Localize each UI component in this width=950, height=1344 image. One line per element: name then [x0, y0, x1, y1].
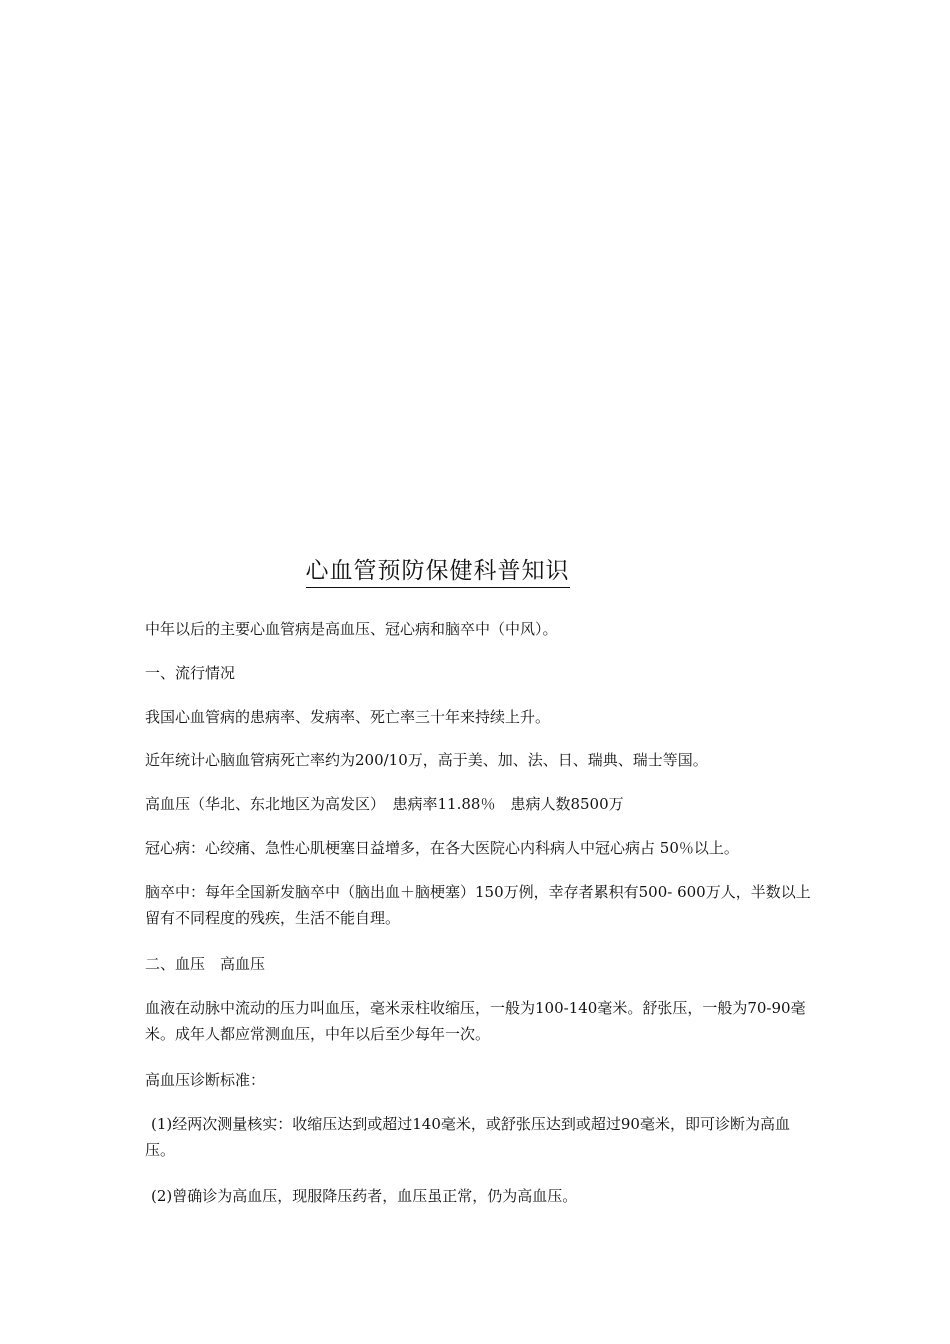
paragraph-mortality: 近年统计心脑血管病死亡率约为200/10万，高于美、加、法、日、瑞典、瑞士等国。: [145, 751, 708, 769]
paragraph-diagnosis-heading: 高血压诊断标准：: [145, 1071, 266, 1089]
paragraph-trend: 我国心血管病的患病率、发病率、死亡率三十年来持续上升。: [145, 708, 551, 726]
paragraph-coronary: 冠心病：心绞痛、急性心肌梗塞日益增多，在各大医院心内科病人中冠心病占 50％以上。: [145, 839, 739, 857]
paragraph-hypertension-stats: 高血压（华北、东北地区为高发区） 患病率11.88％ 患病人数8500万: [145, 795, 624, 813]
section-heading-prevalence: 一、流行情况: [145, 664, 236, 682]
section-heading-blood-pressure: 二、血压 高血压: [145, 955, 266, 973]
intro-paragraph: 中年以后的主要心血管病是高血压、冠心病和脑卒中（中风）。: [145, 620, 558, 638]
paragraph-criterion-1: (1)经两次测量核实：收缩压达到或超过140毫米，或舒张压达到或超过90毫米，即可诊断为高血压。: [145, 1115, 790, 1159]
document-title: [0, 556, 875, 588]
paragraph-criterion-2: (2)曾确诊为高血压，现服降压药者，血压虽正常，仍为高血压。: [151, 1187, 578, 1205]
paragraph-blood-pressure: 血液在动脉中流动的压力叫血压，毫米汞柱收缩压，一般为100-140毫米。舒张压，一般为70-90毫米。成年人都应常测血压，中年以后至少每年一次。: [145, 999, 806, 1043]
document-title-text: 心血管预防保健科普知识: [306, 556, 570, 588]
paragraph-stroke: 脑卒中：每年全国新发脑卒中（脑出血＋脑梗塞）150万例，幸存者累积有500- 600万人，半数以上留有不同程度的残疾，生活不能自理。: [145, 883, 811, 927]
